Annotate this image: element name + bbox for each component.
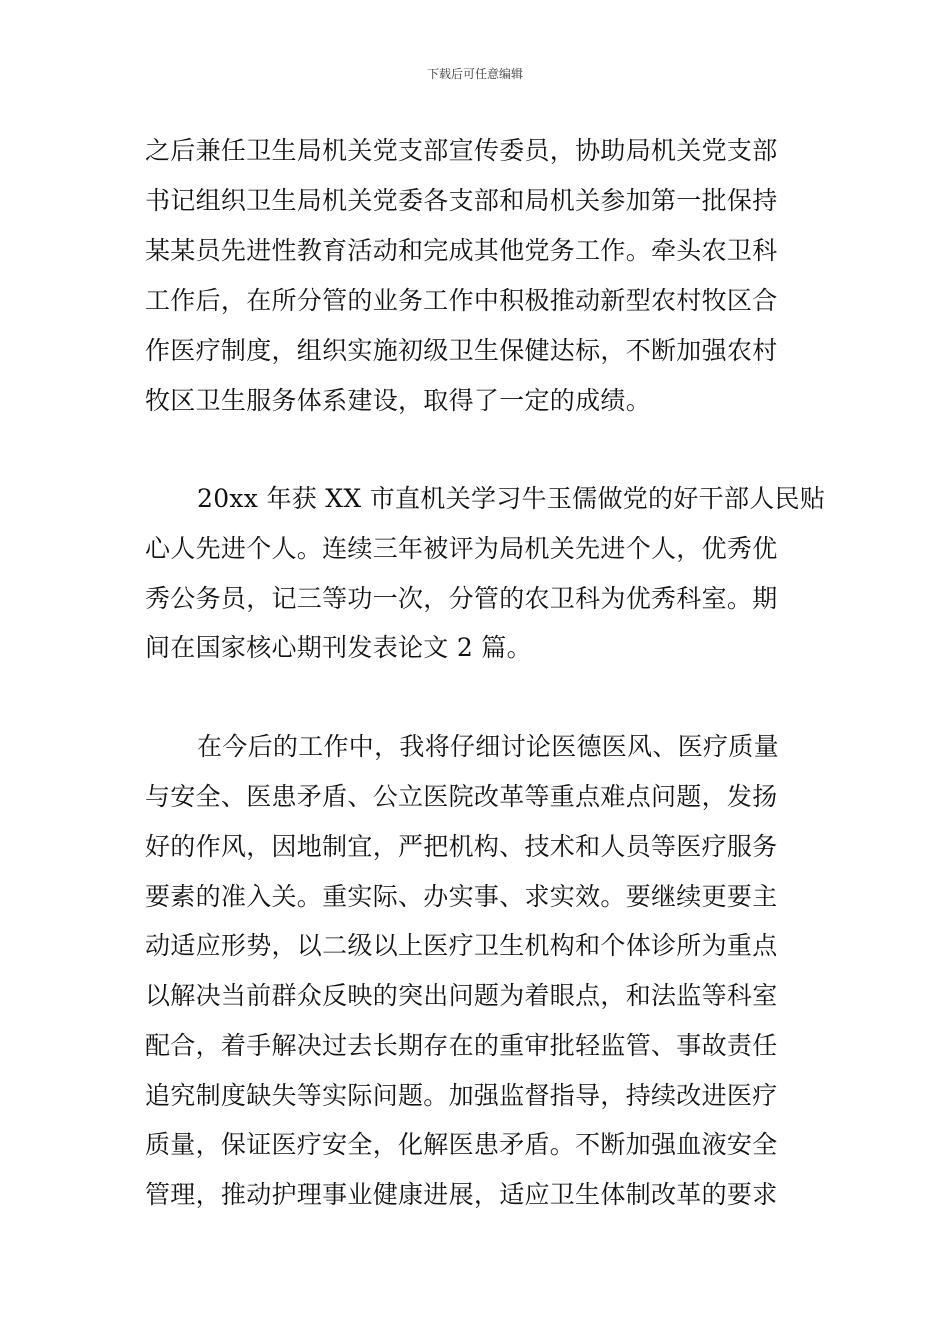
paragraph-1-line-1: 之后兼任卫生局机关党支部宣传委员，协助局机关党支部 xyxy=(145,136,778,165)
paragraph-3-line-8: 追究制度缺失等实际问题。加强监督指导，持续改进医疗 xyxy=(145,1081,778,1110)
paragraph-3-line-9: 质量，保证医疗安全，化解医患矛盾。不断加强血液安全 xyxy=(145,1130,778,1159)
paragraph-1-line-5: 作医疗制度，组织实施初级卫生保健达标，不断加强农村 xyxy=(145,336,778,365)
paragraph-1-line-2: 书记组织卫生局机关党委各支部和局机关参加第一批保持 xyxy=(145,186,778,215)
page-header: 下载后可任意编辑 xyxy=(426,67,523,81)
paragraph-3-line-3: 好的作风，因地制宜，严把机构、技术和人员等医疗服务 xyxy=(145,832,778,861)
paragraph-2-line-3: 秀公务员，记三等功一次，分管的农卫科为优秀科室。期 xyxy=(145,584,778,613)
paragraph-3-line-6: 以解决当前群众反映的突出问题为着眼点，和法监等科室 xyxy=(145,981,778,1010)
paragraph-3-line-7: 配合，着手解决过去长期存在的重审批轻监管、事故责任 xyxy=(145,1031,778,1060)
paragraph-3-line-5: 动适应形势，以二级以上医疗卫生机构和个体诊所为重点 xyxy=(145,931,778,960)
paragraph-3-line-2: 与安全、医患矛盾、公立医院改革等重点难点问题，发扬 xyxy=(145,782,778,811)
paragraph-2-line-1: 20xx 年获 XX 市直机关学习牛玉儒做党的好干部人民贴 xyxy=(197,484,826,513)
paragraph-3-line-4: 要素的准入关。重实际、办实事、求实效。要继续更要主 xyxy=(145,882,778,911)
paragraph-3-line-10: 管理，推动护理事业健康进展，适应卫生体制改革的要求 xyxy=(145,1180,778,1209)
paragraph-2-line-4: 间在国家核心期刊发表论文 2 篇。 xyxy=(145,633,532,662)
paragraph-1-line-3: 某某员先进性教育活动和完成其他党务工作。牵头农卫科 xyxy=(145,236,778,265)
paragraph-3-line-1: 在今后的工作中，我将仔细讨论医德医风、医疗质量 xyxy=(197,732,779,761)
paragraph-1-line-6: 牧区卫生服务体系建设，取得了一定的成绩。 xyxy=(145,386,652,415)
paragraph-1-line-4: 工作后，在所分管的业务工作中积极推动新型农村牧区合 xyxy=(145,286,778,315)
paragraph-2-line-2: 心人先进个人。连续三年被评为局机关先进个人，优秀优 xyxy=(145,534,778,563)
